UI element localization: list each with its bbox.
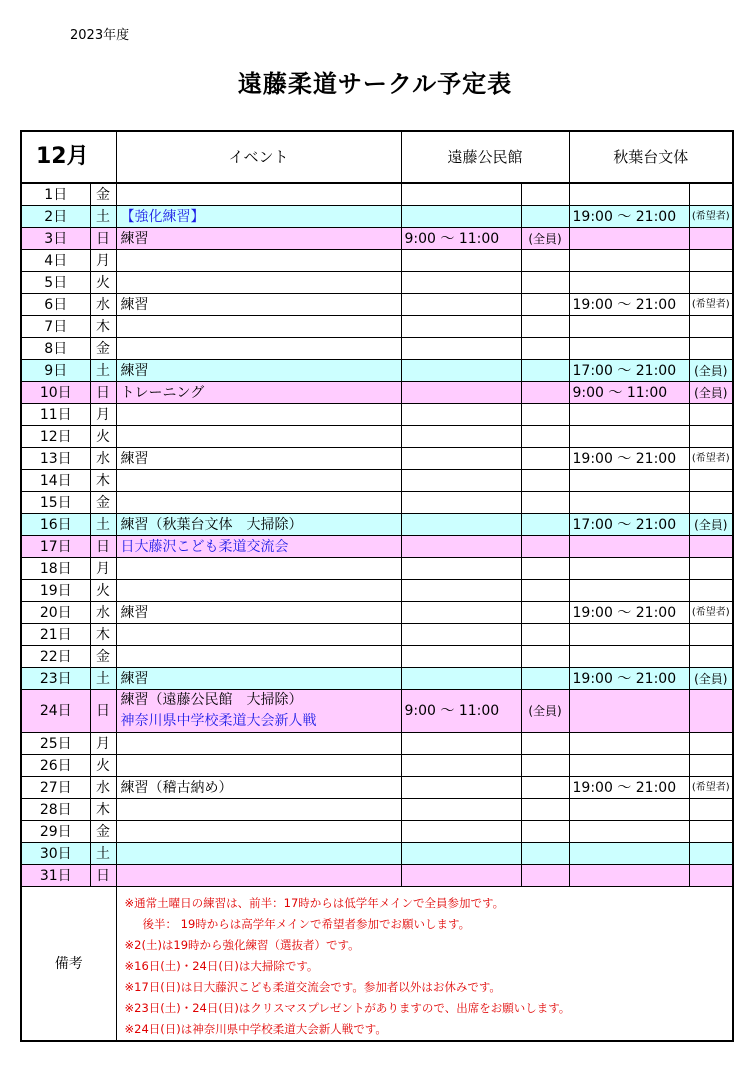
table-row xyxy=(21,755,733,777)
venue1-attendance-cell xyxy=(521,536,569,558)
weekday-cell: 木 xyxy=(90,470,116,492)
date-cell: 9日 xyxy=(21,360,90,382)
date-cell: 8日 xyxy=(21,338,90,360)
weekday-cell: 日 xyxy=(90,690,116,733)
venue2-time-cell xyxy=(569,316,689,338)
venue1-time-cell xyxy=(401,536,521,558)
venue1-time-cell xyxy=(401,799,521,821)
note-line: ※17日(日)は日大藤沢こども柔道交流会です。参加者以外はお休みです。 xyxy=(124,980,501,994)
venue2-time-cell xyxy=(569,624,689,646)
table-row xyxy=(21,777,733,799)
event-cell xyxy=(116,470,401,492)
venue2-attendance-cell xyxy=(689,470,733,492)
venue1-time-cell xyxy=(401,777,521,799)
venue2-attendance-cell: (希望者) xyxy=(689,777,733,799)
venue1-attendance-cell: (全員) xyxy=(521,228,569,250)
notes-row xyxy=(21,887,733,1042)
note-line: 後半： 19時からは高学年メインで希望者参加でお願いします。 xyxy=(142,917,471,931)
table-row xyxy=(21,668,733,690)
venue2-time-cell xyxy=(569,558,689,580)
venue2-attendance-cell xyxy=(689,646,733,668)
event-cell xyxy=(116,426,401,448)
event-cell xyxy=(116,821,401,843)
venue1-attendance-cell xyxy=(521,624,569,646)
venue2-attendance-cell xyxy=(689,580,733,602)
venue1-attendance-cell xyxy=(521,733,569,755)
venue1-time-cell xyxy=(401,733,521,755)
table-row xyxy=(21,580,733,602)
weekday-cell: 火 xyxy=(90,272,116,294)
venue2-time-cell xyxy=(569,733,689,755)
weekday-cell: 土 xyxy=(90,514,116,536)
table-row xyxy=(21,448,733,470)
venue1-time-cell xyxy=(401,514,521,536)
table-row xyxy=(21,558,733,580)
venue2-time-cell xyxy=(569,865,689,887)
weekday-cell: 水 xyxy=(90,294,116,316)
venue1-time-cell xyxy=(401,404,521,426)
weekday-cell: 日 xyxy=(90,228,116,250)
venue2-attendance-cell xyxy=(689,690,733,733)
note-line: ※23日(土)・24日(日)はクリスマスプレゼントがありますので、出席をお願いします。 xyxy=(124,1001,571,1015)
event-cell: 【強化練習】 xyxy=(116,206,401,228)
table-row xyxy=(21,404,733,426)
weekday-cell: 木 xyxy=(90,624,116,646)
venue2-attendance-cell xyxy=(689,492,733,514)
venue1-time-cell xyxy=(401,492,521,514)
table-row xyxy=(21,294,733,316)
venue1-attendance-cell xyxy=(521,843,569,865)
table-row xyxy=(21,272,733,294)
venue1-time-cell xyxy=(401,272,521,294)
venue1-attendance-cell xyxy=(521,360,569,382)
table-row xyxy=(21,470,733,492)
venue1-time-cell xyxy=(401,183,521,206)
venue1-time-cell xyxy=(401,448,521,470)
note-line: ※16日(土)・24日(日)は大掃除です。 xyxy=(124,959,319,973)
venue1-time-cell xyxy=(401,206,521,228)
date-cell: 2日 xyxy=(21,206,90,228)
weekday-cell: 月 xyxy=(90,250,116,272)
event-cell xyxy=(116,183,401,206)
event-cell: 練習 xyxy=(116,602,401,624)
event-cell: 練習（稽古納め） xyxy=(116,777,401,799)
venue1-attendance-cell xyxy=(521,755,569,777)
venue1-attendance-cell xyxy=(521,668,569,690)
venue1-attendance-cell xyxy=(521,338,569,360)
venue1-attendance-cell xyxy=(521,382,569,404)
venue2-attendance-cell xyxy=(689,843,733,865)
venue2-time-cell xyxy=(569,250,689,272)
venue2-time-cell: 19:00 ～ 21:00 xyxy=(569,777,689,799)
venue2-attendance-cell xyxy=(689,272,733,294)
venue1-time-cell xyxy=(401,580,521,602)
venue1-time-cell xyxy=(401,821,521,843)
venue2-time-cell: 19:00 ～ 21:00 xyxy=(569,206,689,228)
venue1-time-cell xyxy=(401,360,521,382)
venue1-attendance-cell xyxy=(521,448,569,470)
venue1-time-cell xyxy=(401,316,521,338)
event-cell xyxy=(116,690,401,733)
venue1-attendance-cell xyxy=(521,294,569,316)
table-row xyxy=(21,602,733,624)
venue2-attendance-cell xyxy=(689,228,733,250)
table-row xyxy=(21,733,733,755)
date-cell: 18日 xyxy=(21,558,90,580)
venue2-attendance-cell xyxy=(689,338,733,360)
weekday-cell: 水 xyxy=(90,602,116,624)
venue2-time-cell: 9:00 ～ 11:00 xyxy=(569,382,689,404)
date-cell: 15日 xyxy=(21,492,90,514)
venue2-time-cell xyxy=(569,272,689,294)
weekday-cell: 月 xyxy=(90,404,116,426)
venue1-attendance-cell xyxy=(521,580,569,602)
date-cell: 25日 xyxy=(21,733,90,755)
venue1-attendance-cell: (全員) xyxy=(521,690,569,733)
weekday-cell: 水 xyxy=(90,777,116,799)
event-line: 練習（遠藤公民館 大掃除） xyxy=(120,692,303,708)
weekday-cell: 土 xyxy=(90,843,116,865)
table-row xyxy=(21,536,733,558)
event-cell: 練習 xyxy=(116,360,401,382)
table-row xyxy=(21,382,733,404)
venue2-attendance-cell xyxy=(689,865,733,887)
date-cell: 1日 xyxy=(21,183,90,206)
table-row xyxy=(21,843,733,865)
event-cell xyxy=(116,580,401,602)
venue2-time-cell xyxy=(569,426,689,448)
note-line: ※通常土曜日の練習は、前半：17時からは低学年メインで全員参加です。 xyxy=(124,896,505,910)
venue2-time-cell: 17:00 ～ 21:00 xyxy=(569,360,689,382)
event-cell xyxy=(116,646,401,668)
venue1-attendance-cell xyxy=(521,602,569,624)
event-cell xyxy=(116,316,401,338)
venue1-time-cell xyxy=(401,646,521,668)
event-cell xyxy=(116,404,401,426)
venue1-attendance-cell xyxy=(521,183,569,206)
event-cell: 練習 xyxy=(116,228,401,250)
venue2-time-cell xyxy=(569,821,689,843)
event-cell: 練習 xyxy=(116,668,401,690)
venue1-time-cell xyxy=(401,558,521,580)
date-cell: 16日 xyxy=(21,514,90,536)
venue2-attendance-cell: (希望者) xyxy=(689,294,733,316)
weekday-cell: 水 xyxy=(90,448,116,470)
venue1-attendance-cell xyxy=(521,646,569,668)
table-row xyxy=(21,865,733,887)
venue2-attendance-cell xyxy=(689,183,733,206)
weekday-cell: 日 xyxy=(90,382,116,404)
event-cell xyxy=(116,799,401,821)
venue1-attendance-cell xyxy=(521,316,569,338)
venue1-attendance-cell xyxy=(521,206,569,228)
weekday-cell: 土 xyxy=(90,360,116,382)
venue1-time-cell xyxy=(401,470,521,492)
event-cell xyxy=(116,492,401,514)
weekday-cell: 金 xyxy=(90,492,116,514)
venue1-column-header: 遠藤公民館 xyxy=(401,131,569,183)
venue2-time-cell xyxy=(569,492,689,514)
venue2-attendance-cell: (全員) xyxy=(689,360,733,382)
venue1-time-cell xyxy=(401,843,521,865)
venue2-time-cell xyxy=(569,183,689,206)
venue2-attendance-cell: (希望者) xyxy=(689,448,733,470)
venue2-time-cell xyxy=(569,755,689,777)
event-cell xyxy=(116,558,401,580)
venue1-attendance-cell xyxy=(521,492,569,514)
event-cell: 練習 xyxy=(116,448,401,470)
fiscal-year-label: 2023年度 xyxy=(70,28,130,43)
venue1-time-cell xyxy=(401,294,521,316)
table-row xyxy=(21,799,733,821)
event-cell xyxy=(116,338,401,360)
venue1-attendance-cell xyxy=(521,426,569,448)
table-row xyxy=(21,183,733,206)
venue2-attendance-cell xyxy=(689,624,733,646)
date-cell: 23日 xyxy=(21,668,90,690)
event-cell xyxy=(116,755,401,777)
event-cell: トレーニング xyxy=(116,382,401,404)
venue2-attendance-cell: (全員) xyxy=(689,514,733,536)
venue1-time-cell: 9:00 ～ 11:00 xyxy=(401,228,521,250)
venue2-time-cell xyxy=(569,536,689,558)
table-row xyxy=(21,206,733,228)
date-cell: 19日 xyxy=(21,580,90,602)
venue2-attendance-cell xyxy=(689,755,733,777)
venue2-time-cell xyxy=(569,799,689,821)
date-cell: 12日 xyxy=(21,426,90,448)
date-cell: 13日 xyxy=(21,448,90,470)
venue1-attendance-cell xyxy=(521,470,569,492)
weekday-cell: 土 xyxy=(90,668,116,690)
venue2-attendance-cell xyxy=(689,799,733,821)
weekday-cell: 金 xyxy=(90,183,116,206)
date-cell: 27日 xyxy=(21,777,90,799)
month-header: 12月 xyxy=(21,131,116,183)
weekday-cell: 日 xyxy=(90,536,116,558)
venue2-time-cell xyxy=(569,404,689,426)
venue2-time-cell xyxy=(569,338,689,360)
weekday-cell: 火 xyxy=(90,755,116,777)
date-cell: 29日 xyxy=(21,821,90,843)
weekday-cell: 金 xyxy=(90,646,116,668)
date-cell: 24日 xyxy=(21,690,90,733)
event-cell xyxy=(116,843,401,865)
venue2-time-cell xyxy=(569,470,689,492)
event-line: 神奈川県中学校柔道大会新人戦 xyxy=(120,713,317,729)
venue1-attendance-cell xyxy=(521,558,569,580)
date-cell: 5日 xyxy=(21,272,90,294)
weekday-cell: 木 xyxy=(90,316,116,338)
venue1-time-cell xyxy=(401,755,521,777)
weekday-cell: 金 xyxy=(90,821,116,843)
table-row xyxy=(21,250,733,272)
date-cell: 26日 xyxy=(21,755,90,777)
venue2-time-cell: 19:00 ～ 21:00 xyxy=(569,602,689,624)
date-cell: 31日 xyxy=(21,865,90,887)
table-row xyxy=(21,821,733,843)
weekday-cell: 木 xyxy=(90,799,116,821)
weekday-cell: 月 xyxy=(90,733,116,755)
event-cell: 練習 xyxy=(116,294,401,316)
date-cell: 6日 xyxy=(21,294,90,316)
weekday-cell: 土 xyxy=(90,206,116,228)
date-cell: 28日 xyxy=(21,799,90,821)
weekday-cell: 日 xyxy=(90,865,116,887)
table-row xyxy=(21,690,733,733)
venue1-attendance-cell xyxy=(521,865,569,887)
venue2-attendance-cell xyxy=(689,316,733,338)
table-row xyxy=(21,624,733,646)
venue1-time-cell xyxy=(401,382,521,404)
venue2-time-cell: 17:00 ～ 21:00 xyxy=(569,514,689,536)
venue2-attendance-cell: (希望者) xyxy=(689,206,733,228)
date-cell: 17日 xyxy=(21,536,90,558)
venue1-time-cell xyxy=(401,865,521,887)
date-cell: 7日 xyxy=(21,316,90,338)
venue1-time-cell xyxy=(401,426,521,448)
table-row xyxy=(21,360,733,382)
date-cell: 11日 xyxy=(21,404,90,426)
venue1-time-cell xyxy=(401,668,521,690)
venue2-attendance-cell xyxy=(689,536,733,558)
event-cell xyxy=(116,250,401,272)
weekday-cell: 金 xyxy=(90,338,116,360)
venue2-attendance-cell: (全員) xyxy=(689,382,733,404)
venue2-time-cell xyxy=(569,228,689,250)
table-row xyxy=(21,228,733,250)
venue1-time-cell: 9:00 ～ 11:00 xyxy=(401,690,521,733)
schedule-table xyxy=(20,130,734,1042)
venue1-attendance-cell xyxy=(521,250,569,272)
venue2-time-cell xyxy=(569,690,689,733)
venue2-time-cell xyxy=(569,646,689,668)
table-row xyxy=(21,426,733,448)
event-cell: 日大藤沢こども柔道交流会 xyxy=(116,536,401,558)
venue2-attendance-cell xyxy=(689,404,733,426)
date-cell: 21日 xyxy=(21,624,90,646)
date-cell: 30日 xyxy=(21,843,90,865)
event-cell xyxy=(116,272,401,294)
venue1-time-cell xyxy=(401,250,521,272)
note-line: ※2(土)は19時から強化練習（選抜者）です。 xyxy=(124,938,360,952)
weekday-cell: 火 xyxy=(90,580,116,602)
date-cell: 22日 xyxy=(21,646,90,668)
table-header-row xyxy=(21,131,733,183)
event-cell xyxy=(116,624,401,646)
date-cell: 14日 xyxy=(21,470,90,492)
venue1-attendance-cell xyxy=(521,404,569,426)
venue1-attendance-cell xyxy=(521,821,569,843)
table-row xyxy=(21,492,733,514)
venue2-time-cell: 19:00 ～ 21:00 xyxy=(569,294,689,316)
venue1-attendance-cell xyxy=(521,514,569,536)
date-cell: 4日 xyxy=(21,250,90,272)
event-cell xyxy=(116,865,401,887)
venue1-time-cell xyxy=(401,602,521,624)
venue2-time-cell: 19:00 ～ 21:00 xyxy=(569,668,689,690)
page-title: 遠藤柔道サークル予定表 xyxy=(237,70,513,98)
venue2-column-header: 秋葉台文体 xyxy=(569,131,733,183)
venue1-time-cell xyxy=(401,624,521,646)
table-row xyxy=(21,316,733,338)
table-row xyxy=(21,646,733,668)
venue1-attendance-cell xyxy=(521,777,569,799)
venue2-time-cell: 19:00 ～ 21:00 xyxy=(569,448,689,470)
notes-label: 備考 xyxy=(21,887,116,1042)
date-cell: 10日 xyxy=(21,382,90,404)
notes-body xyxy=(116,887,733,1042)
date-cell: 3日 xyxy=(21,228,90,250)
venue1-attendance-cell xyxy=(521,272,569,294)
event-cell: 練習（秋葉台文体 大掃除） xyxy=(116,514,401,536)
table-row xyxy=(21,338,733,360)
note-line: ※24日(日)は神奈川県中学校柔道大会新人戦です。 xyxy=(124,1022,387,1036)
schedule-rows xyxy=(21,183,733,887)
event-column-header: イベント xyxy=(116,131,401,183)
venue2-attendance-cell xyxy=(689,821,733,843)
date-cell: 20日 xyxy=(21,602,90,624)
weekday-cell: 月 xyxy=(90,558,116,580)
venue2-time-cell xyxy=(569,580,689,602)
venue2-attendance-cell xyxy=(689,558,733,580)
venue1-attendance-cell xyxy=(521,799,569,821)
venue2-attendance-cell: (希望者) xyxy=(689,602,733,624)
weekday-cell: 火 xyxy=(90,426,116,448)
event-cell xyxy=(116,733,401,755)
venue2-attendance-cell xyxy=(689,250,733,272)
venue2-attendance-cell xyxy=(689,426,733,448)
venue2-time-cell xyxy=(569,843,689,865)
table-row xyxy=(21,514,733,536)
venue2-attendance-cell: (全員) xyxy=(689,668,733,690)
venue1-time-cell xyxy=(401,338,521,360)
venue2-attendance-cell xyxy=(689,733,733,755)
